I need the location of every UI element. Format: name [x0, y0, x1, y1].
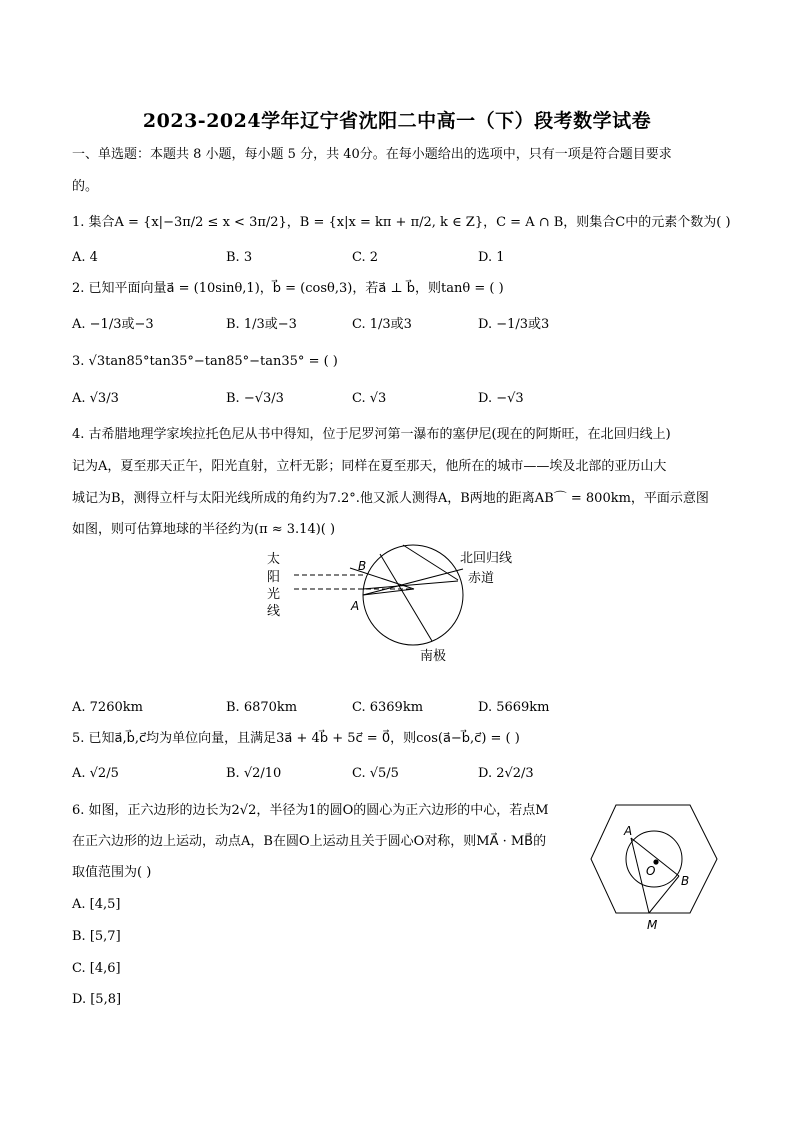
question-5-option-b: B. √2/10	[226, 766, 282, 781]
question-2-option-c: C. 1/3或3	[352, 317, 412, 332]
question-6-option-d: D. [5,8]	[72, 992, 122, 1007]
question-3-option-d: D. −√3	[478, 391, 524, 406]
section-instruction-line2: 的。	[72, 179, 99, 194]
question-5-option-a: A. √2/5	[72, 766, 119, 781]
point-b-label: B	[358, 559, 367, 573]
point-b-label-hex: B	[681, 874, 690, 888]
question-6-stem-line3: 取值范围为( )	[72, 865, 152, 880]
question-5-stem: 5. 已知a⃗,b⃗,c⃗均为单位向量，且满足3a⃗ + 4b⃗ + 5c⃗ = 0⃗，则cos(a⃗−b⃗,c⃗) = ( )	[72, 731, 520, 746]
question-4-option-a: A. 7260km	[72, 700, 143, 715]
question-4-stem-line2: 记为A，夏至那天正午，阳光直射，立杆无影；同样在夏至那天，他所在的城市——埃及北部的亚历山大	[72, 459, 667, 474]
question-5-option-c: C. √5/5	[352, 766, 399, 781]
question-1-option-c: C. 2	[352, 250, 379, 265]
question-2-option-b: B. 1/3或−3	[226, 317, 297, 332]
question-1-option-a: A. 4	[72, 250, 98, 265]
point-a-label-hex: A	[624, 824, 633, 838]
tropic-label: 北回归线	[460, 551, 513, 566]
question-6-stem-line1: 6. 如图，正六边形的边长为2√2，半径为1的圆O的圆心为正六边形的中心，若点M	[72, 803, 549, 818]
question-4-stem-line3: 城记为B，测得立杆与太阳光线所成的角约为7.2°.他又派人测得A，B两地的距离AB⌒ = 800km，平面示意图	[72, 491, 709, 506]
radius-line	[363, 589, 414, 595]
question-4-option-c: C. 6369km	[352, 700, 424, 715]
equator-label: 赤道	[468, 571, 495, 586]
question-1-option-b: B. 3	[226, 250, 253, 265]
sun-label-2: 阳	[267, 570, 281, 585]
point-o-label: O	[646, 864, 656, 878]
segment-mb	[649, 876, 679, 913]
question-4-stem-line4: 如图，则可估算地球的半径约为(π ≈ 3.14)( )	[72, 522, 336, 537]
sun-label-3: 光	[267, 587, 281, 602]
question-3-option-c: C. √3	[352, 391, 387, 406]
question-2-option-d: D. −1/3或3	[478, 317, 550, 332]
question-1-option-d: D. 1	[478, 250, 505, 265]
question-6-stem-line2: 在正六边形的边上运动，动点A，B在圆O上运动且关于圆心O对称，则MA⃗ · MB⃗的	[72, 834, 547, 849]
point-m-label: M	[647, 918, 658, 932]
question-3-option-b: B. −√3/3	[226, 391, 284, 406]
question-4-stem-line1: 4. 古希腊地理学家埃拉托色尼从书中得知，位于尼罗河第一瀑布的塞伊尼(现在的阿斯旺，在北回归线上)	[72, 427, 671, 442]
question-2-option-a: A. −1/3或−3	[72, 317, 154, 332]
question-2-stem: 2. 已知平面向量a⃗ = (10sinθ,1)，b⃗ = (cosθ,3)，若a⃗ ⊥ b⃗，则tanθ = ( )	[72, 281, 504, 296]
question-4-option-b: B. 6870km	[226, 700, 298, 715]
point-a-label: A	[351, 599, 360, 613]
earth-circle	[363, 545, 463, 645]
question-6-option-b: B. [5,7]	[72, 929, 121, 944]
question-4-option-d: D. 5669km	[478, 700, 550, 715]
section-instruction-line1: 一、单选题：本题共 8 小题，每小题 5 分，共 40分。在每小题给出的选项中，只有一项是符合题目要求	[72, 147, 672, 162]
hexagon-diagram	[586, 800, 722, 936]
question-3-option-a: A. √3/3	[72, 391, 119, 406]
circle-o	[626, 831, 682, 887]
question-3-stem: 3. √3tan85°tan35°−tan85°−tan35° = ( )	[72, 354, 338, 369]
question-6-option-a: A. [4,5]	[72, 897, 121, 912]
question-5-option-d: D. 2√2/3	[478, 766, 534, 781]
sun-label-1: 太	[267, 552, 281, 567]
south-pole-label: 南极	[420, 649, 447, 664]
page-title: 2023-2024学年辽宁省沈阳二中高一（下）段考数学试卷	[142, 110, 652, 132]
question-1-stem: 1. 集合A = {x|−3π/2 ≤ x < 3π/2}，B = {x|x = kπ + π/2, k ∈ Z}，C = A ∩ B，则集合C中的元素个数为( )	[72, 215, 731, 230]
earth-diagram	[262, 544, 542, 672]
axis-line	[380, 554, 432, 641]
hexagon-shape	[591, 805, 717, 913]
tropic-line	[403, 545, 458, 580]
question-6-option-c: C. [4,6]	[72, 961, 121, 976]
sun-label-4: 线	[267, 604, 281, 619]
